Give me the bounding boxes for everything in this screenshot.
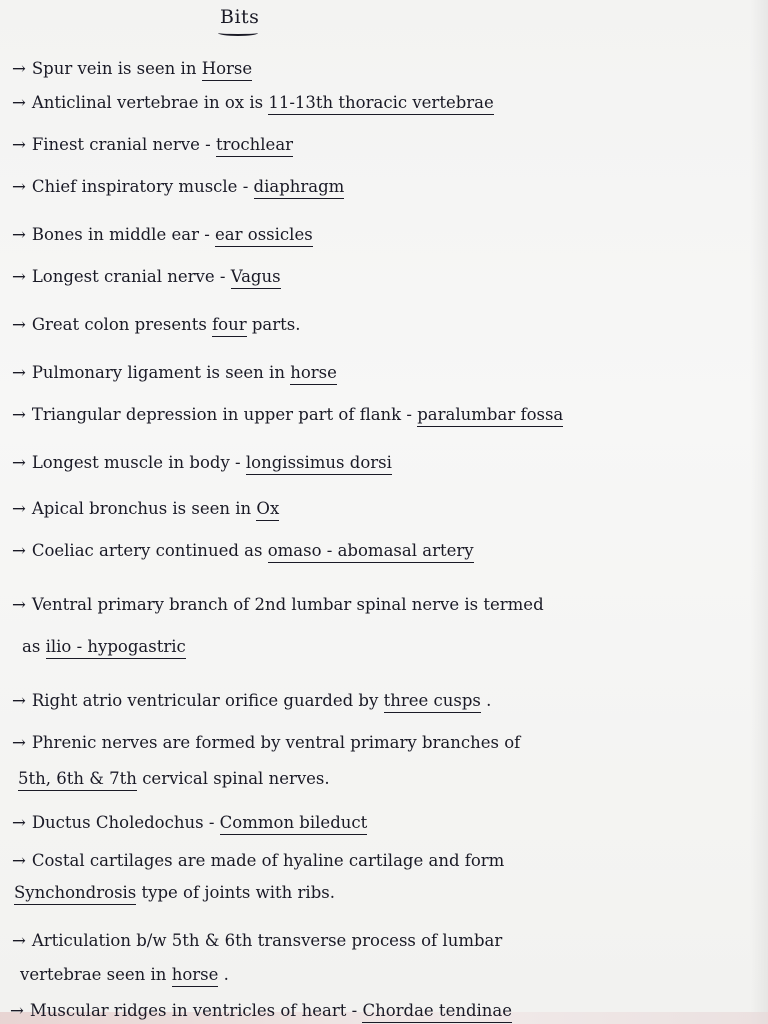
note-answer: Ox [256, 499, 279, 521]
note-line [0, 964, 768, 986]
note-text: Longest muscle in body - [31, 453, 241, 472]
note-text-tail: . [223, 965, 229, 984]
note-line [0, 850, 768, 872]
arrow-icon: → [12, 177, 26, 196]
note-line [0, 314, 768, 336]
note-text: as [22, 637, 41, 656]
note-line [0, 58, 768, 80]
note-line [0, 176, 768, 198]
arrow-icon: → [12, 541, 26, 560]
note-text: Pulmonary ligament is seen in [31, 363, 285, 382]
note-line [0, 636, 768, 658]
note-answer: longissimus dorsi [246, 453, 392, 475]
note-line [0, 452, 768, 474]
note-text: Ventral primary branch of 2nd lumbar spinal nerve is termed [31, 595, 544, 614]
note-line [0, 362, 768, 384]
note-line [0, 498, 768, 520]
arrow-icon: → [12, 315, 26, 334]
page-title: Bits [220, 6, 260, 28]
arrow-icon: → [10, 1001, 24, 1020]
note-text-tail: type of joints with ribs. [141, 883, 335, 902]
note-answer: Horse [202, 59, 252, 81]
note-line [0, 134, 768, 156]
note-text: Spur vein is seen in [31, 59, 197, 78]
note-answer: Vagus [231, 267, 281, 289]
note-text: Apical bronchus is seen in [31, 499, 252, 518]
arrow-icon: → [12, 93, 26, 112]
note-answer: 11-13th thoracic vertebrae [268, 93, 493, 115]
note-line [0, 690, 768, 712]
arrow-icon: → [12, 453, 26, 472]
note-text: vertebrae seen in [20, 965, 167, 984]
note-line [0, 1000, 768, 1022]
note-text: Finest cranial nerve - [31, 135, 211, 154]
note-text: Longest cranial nerve - [31, 267, 226, 286]
note-line [0, 594, 768, 616]
note-answer: diaphragm [254, 177, 345, 199]
note-answer: trochlear [216, 135, 293, 157]
arrow-icon: → [12, 851, 26, 870]
title-underline [218, 30, 258, 36]
note-text: Ductus Choledochus - [31, 813, 215, 832]
note-line [0, 768, 768, 790]
note-text: Coeliac artery continued as [31, 541, 263, 560]
arrow-icon: → [12, 595, 26, 614]
arrow-icon: → [12, 225, 26, 244]
note-answer: horse [172, 965, 219, 987]
note-answer: Chordae tendinae [362, 1001, 512, 1023]
arrow-icon: → [12, 267, 26, 286]
arrow-icon: → [12, 691, 26, 710]
note-answer: paralumbar fossa [417, 405, 563, 427]
arrow-icon: → [12, 733, 26, 752]
note-line [0, 732, 768, 754]
note-text: Triangular depression in upper part of flank - [31, 405, 412, 424]
note-text-tail: parts. [251, 315, 301, 334]
note-answer: horse [290, 363, 337, 385]
note-line [0, 882, 768, 904]
note-answer: Synchondrosis [14, 883, 136, 905]
note-answer: Common bileduct [220, 813, 368, 835]
note-text: Right atrio ventricular orifice guarded by [31, 691, 379, 710]
note-text-tail: cervical spinal nerves. [142, 769, 330, 788]
note-answer: omaso - abomasal artery [268, 541, 474, 563]
arrow-icon: → [12, 499, 26, 518]
arrow-icon: → [12, 59, 26, 78]
note-text-tail: . [486, 691, 492, 710]
arrow-icon: → [12, 405, 26, 424]
note-text: Anticlinal vertebrae in ox is [31, 93, 264, 112]
arrow-icon: → [12, 931, 26, 950]
note-answer: three cusps [384, 691, 481, 713]
arrow-icon: → [12, 363, 26, 382]
note-answer: ear ossicles [215, 225, 313, 247]
note-line [0, 92, 768, 114]
note-line [0, 930, 768, 952]
note-line [0, 812, 768, 834]
note-line [0, 224, 768, 246]
note-text: Phrenic nerves are formed by ventral primary branches of [31, 733, 521, 752]
note-text: Costal cartilages are made of hyaline cartilage and form [31, 851, 505, 870]
arrow-icon: → [12, 813, 26, 832]
note-line [0, 540, 768, 562]
note-text: Chief inspiratory muscle - [31, 177, 249, 196]
note-text: Muscular ridges in ventricles of heart - [29, 1001, 358, 1020]
note-text: Bones in middle ear - [31, 225, 210, 244]
note-line [0, 404, 768, 426]
note-answer: four [212, 315, 247, 337]
note-answer: 5th, 6th & 7th [18, 769, 137, 791]
note-answer: ilio - hypogastric [46, 637, 186, 659]
arrow-icon: → [12, 135, 26, 154]
note-text: Articulation b/w 5th & 6th transverse process of lumbar [31, 931, 503, 950]
note-text: Great colon presents [31, 315, 207, 334]
note-line [0, 266, 768, 288]
